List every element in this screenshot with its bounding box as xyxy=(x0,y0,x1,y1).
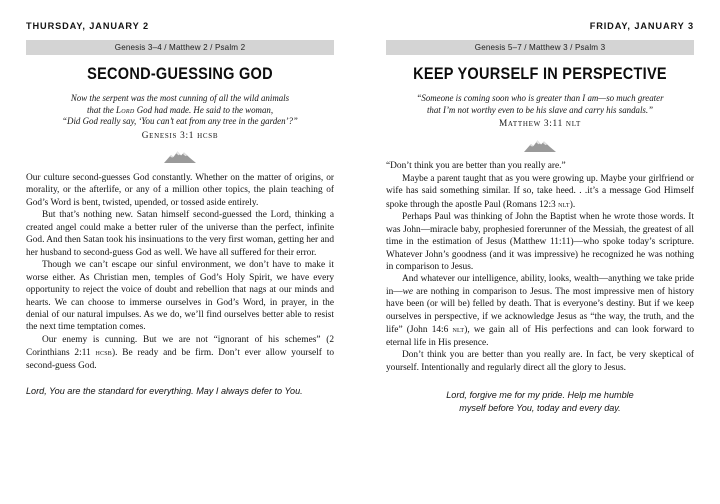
right-paragraph-4-part-b: are nothing in comparison to Jesus. The most impressive men of history have been (or will be) felled by death. That is everyone’s destiny. But if we keep ourselves in perspective, if we acknowledge Jesus as “the way, the truth, and the life” (John 14:6 xyxy=(386,286,694,336)
verse-line-2-part-a: that the xyxy=(86,104,117,115)
right-paragraph-5: Don’t think you are better than you really are. In fact, be very skeptical of yourself. Intentionally and regularly direct all the glory to Jesus. xyxy=(386,350,694,373)
right-prayer-line-2: myself before You, today and every day. xyxy=(459,402,621,413)
left-paragraph-3: Though we can’t escape our sinful environment, we don’t have to make it worse either. As Christian men, temples of God’s Holy Spirit, we have every opportunity to reject the voice of doubt and rebellion that nags at our minds and hearts. We can choose to immerse ourselves in God’s Word, in prayer, in the denial of our natural impulses. As we do, we’ll find ourselves better able to resist the next time temptation comes. xyxy=(26,260,334,333)
left-paragraph-4-version-tag: hcsb xyxy=(95,347,113,358)
left-page-verse-reference: Genesis 3:1 hcsb xyxy=(141,130,219,141)
right-page-ornament xyxy=(386,133,694,155)
left-page-body xyxy=(26,172,334,372)
right-page-reading-plan-banner: Genesis 5–7 / Matthew 3 / Psalm 3 xyxy=(386,40,694,55)
left-paragraph-4-part-a: Our enemy is cunning. But we are not “ignorant of his schemes” (2 Corinthians 2:11 xyxy=(26,334,334,359)
right-page xyxy=(360,0,720,504)
left-page-date-header: THURSDAY, JANUARY 2 xyxy=(26,21,149,31)
left-page-ornament xyxy=(26,145,334,167)
left-page-closing-prayer: Lord, You are the standard for everything. May I always defer to You. xyxy=(26,386,303,397)
right-paragraph-2 xyxy=(386,173,694,211)
verse-lord-smallcaps: Lord xyxy=(116,104,135,115)
left-paragraph-1: Our culture second-guesses God constantly. Whether on the matter of origins, or morality, or the afterlife, or any of a million other topics, the plain teaching of God’s Word is bent, twisted, upended, or tossed aside entirely. xyxy=(26,172,334,208)
right-page-devotion-title: KEEP YOURSELF IN PERSPECTIVE xyxy=(413,65,667,84)
right-paragraph-2-part-b: ). xyxy=(569,199,576,210)
right-paragraph-4-version-tag: nlt xyxy=(452,324,465,335)
right-paragraph-2-part-a: Maybe a parent taught that as you were growing up. Maybe your girlfriend or wife has said something similar. If so, take heed. . .it’s a message God Himself spoke through the apostle Paul (Romans 12:3 xyxy=(386,173,694,210)
left-paragraph-4 xyxy=(26,334,334,372)
mountain-icon xyxy=(163,147,197,164)
right-page-verse-reference: Matthew 3:11 nlt xyxy=(498,119,582,130)
verse-line-1: Now the serpent was the most cunning of all the wild animals xyxy=(70,93,290,104)
left-paragraph-4-part-b: ). Be ready and be firm. Don’t ever allow yourself to second-guess God. xyxy=(26,348,334,371)
right-paragraph-4 xyxy=(386,273,694,349)
left-page-devotion-title: SECOND-GUESSING GOD xyxy=(87,65,273,84)
right-page-closing-prayer xyxy=(386,389,694,414)
right-paragraph-4-part-c: ), we gain all of His perfections and can look forward to eternal life in His presence. xyxy=(386,325,694,348)
right-page-verse xyxy=(388,93,692,116)
verse-line-2-part-b: God had made. He said to the woman, xyxy=(134,104,274,115)
right-page-body xyxy=(386,160,694,374)
mountain-icon xyxy=(523,136,557,153)
right-paragraph-4-part-a: And whatever our intelligence, ability, looks, wealth—anything we take pride in— xyxy=(386,274,694,297)
verse-line-3: “Did God really say, ‘You can’t eat from any tree in the garden’?” xyxy=(62,116,298,127)
right-paragraph-2-version-tag: nlt xyxy=(558,198,570,209)
right-page-date-header: FRIDAY, JANUARY 3 xyxy=(589,21,694,31)
verse-line-1: “Someone is coming soon who is greater than I am—so much greater xyxy=(416,93,664,104)
left-paragraph-2: But that’s nothing new. Satan himself second-guessed the Lord, thinking a created angel could make a better ruler of the universe than the perfect, infinite God. And then Satan took his insinuations to the very first woman, getting her and her husband to second-guess God as well. We have all suffered for their error. xyxy=(26,210,334,258)
left-page-verse xyxy=(28,93,332,128)
right-paragraph-3: Perhaps Paul was thinking of John the Baptist when he wrote those words. It was John—miracle baby, prophesied forerunner of the Messiah, the greatest of all time in the estimation of Jesus (Matthew 11:11)—who spoke today’s scripture. Whatever John’s goodness (and it was impressive) he recognized he was nothing in comparison to Jesus. xyxy=(386,212,694,273)
left-page-reading-plan-banner: Genesis 3–4 / Matthew 2 / Psalm 2 xyxy=(26,40,334,55)
verse-line-2: that I’m not worthy even to be his slave and carry his sandals.” xyxy=(426,104,654,115)
right-paragraph-1: “Don’t think you are better than you really are.” xyxy=(386,161,566,172)
verse-line-2 xyxy=(28,105,332,117)
right-prayer-line-1: Lord, forgive me for my pride. Help me humble xyxy=(446,390,634,401)
right-paragraph-4-emphasis: we xyxy=(402,286,414,297)
